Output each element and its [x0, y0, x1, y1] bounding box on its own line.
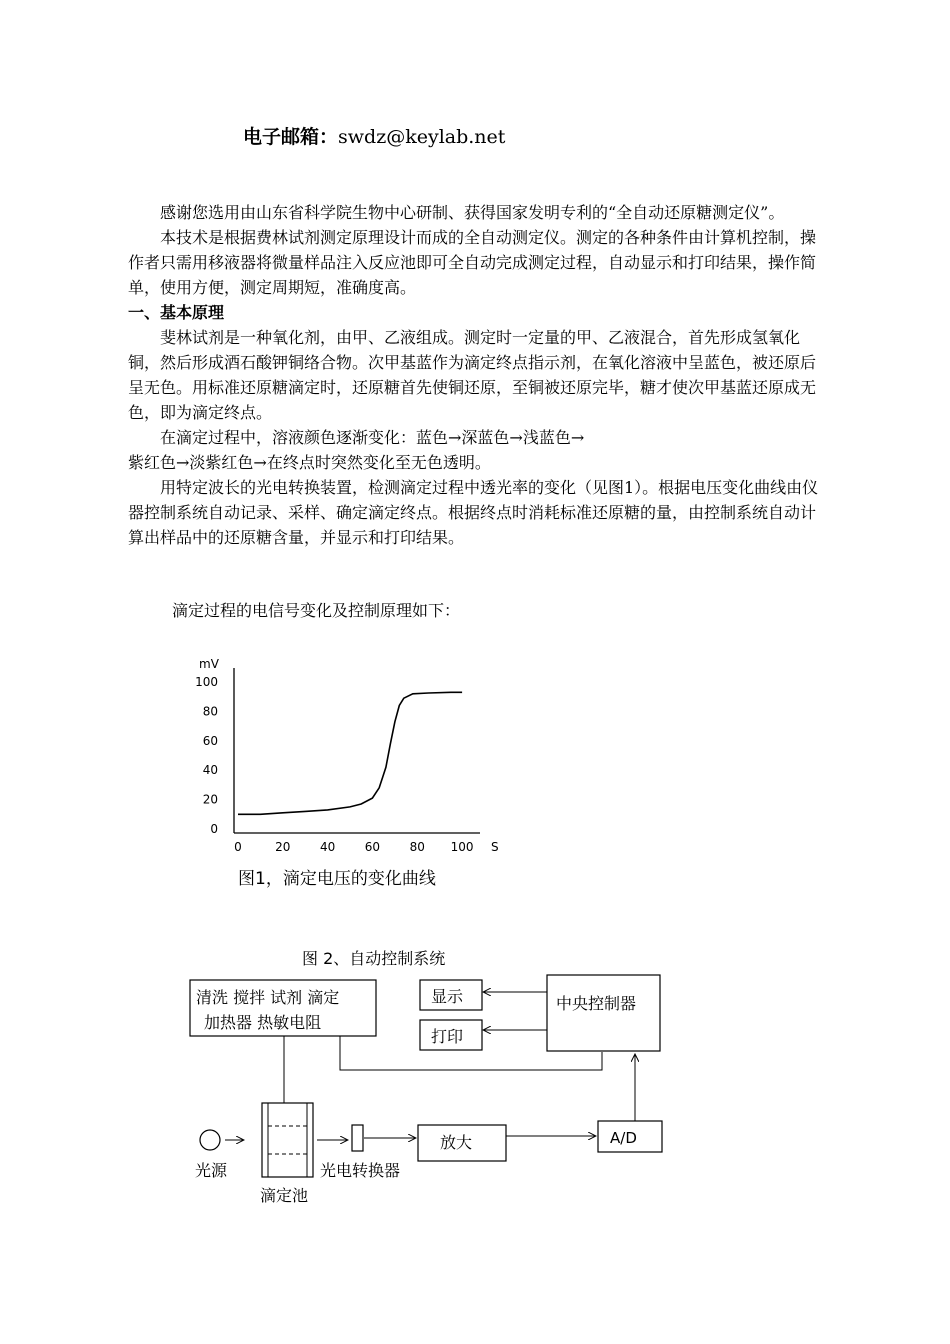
light-source-icon [200, 1130, 220, 1150]
photo-converter [352, 1125, 363, 1151]
y-tick-label: 80 [202, 704, 218, 719]
email-line [243, 122, 505, 149]
display-label: 显示 [431, 987, 464, 1006]
x-tick-label: 60 [364, 840, 381, 854]
voltage-curve [238, 692, 462, 814]
control-box-line2: 加热器 热敏电阻 [204, 1013, 322, 1032]
light-source-label: 光源 [195, 1161, 228, 1180]
principle-paragraph-1: 斐林试剂是一种氧化剂，由甲、乙液组成。测定时一定量的甲、乙液混合，首先形成氢氧化铜，然后形成酒石酸钾铜络合物。次甲基蓝作为滴定终点指示剂，在氧化溶液中呈蓝色，被还原后呈无色。用标准还原糖滴定时，还原糖首先使铜还原，至铜被还原完毕，糖才使次甲基蓝还原成无色，即为滴定终点。 [128, 328, 817, 422]
principle-paragraph-3: 用特定波长的光电转换装置，检测滴定过程中透光率的变化（见图1）。根据电压变化曲线由仪器控制系统自动记录、采样、确定滴定终点。根据终点时消耗标准还原糖的量，由控制系统自动计算出样品中的还原糖含量，并显示和打印结果。 [128, 478, 819, 547]
y-tick-label: 40 [202, 763, 218, 778]
control-box-line1: 清洗 搅拌 试剂 滴定 [196, 988, 340, 1007]
y-tick-label: 100 [195, 675, 218, 689]
x-tick-label: 40 [319, 840, 336, 854]
converter-label: 光电转换器 [320, 1161, 401, 1180]
email-label: 电子邮箱： [243, 126, 339, 148]
titration-cell [262, 1103, 313, 1177]
y-tick-label: 20 [202, 792, 218, 807]
x-axis-label: S [491, 840, 499, 854]
control-feedback-line [340, 1036, 602, 1070]
y-tick-label: 60 [202, 733, 218, 748]
intro-paragraph-1: 感谢您选用由山东省科学院生物中心研制、获得国家发明专利的“全自动还原糖测定仪”。 [160, 203, 785, 222]
titration-chart [180, 650, 520, 900]
x-tick-label: 100 [450, 840, 474, 854]
figure-intro: 滴定过程的电信号变化及控制原理如下： [172, 601, 461, 620]
intro-paragraph-2: 本技术是根据费林试剂测定原理设计而成的全自动测定仪。测定的各种条件由计算机控制，操作者只需用移液器将微量样品注入反应池即可全自动完成测定过程，自动显示和打印结果，操作简单，使用方便，测定周期短，准确度高。 [128, 228, 817, 297]
principle-paragraph-2b: 紫红色→淡紫红色→在终点时突然变化至无色透明。 [128, 453, 491, 472]
cpu-box [547, 975, 660, 1051]
x-tick-label: 80 [409, 840, 425, 854]
y-tick-label: 0 [210, 822, 218, 836]
intro-block [128, 200, 825, 550]
y-axis-label: mV [199, 657, 219, 671]
ad-label: A/D [610, 1129, 637, 1147]
titration-cell-label: 滴定池 [260, 1186, 309, 1205]
principle-paragraph-2a: 在滴定过程中，溶液颜色逐渐变化：蓝色→深蓝色→浅蓝色→ [160, 428, 585, 447]
control-diagram [180, 940, 680, 1220]
diagram-title: 图 2、自动控制系统 [302, 949, 446, 968]
cpu-label: 中央控制器 [556, 994, 637, 1013]
chart-title: 图1，滴定电压的变化曲线 [238, 869, 436, 889]
section-heading: 一、基本原理 [128, 303, 225, 322]
x-tick-label: 20 [275, 840, 291, 854]
print-label: 打印 [431, 1027, 464, 1046]
email-address: swdz@keylab.net [338, 126, 506, 148]
amplifier-label: 放大 [440, 1133, 473, 1152]
x-tick-label: 0 [234, 840, 242, 854]
